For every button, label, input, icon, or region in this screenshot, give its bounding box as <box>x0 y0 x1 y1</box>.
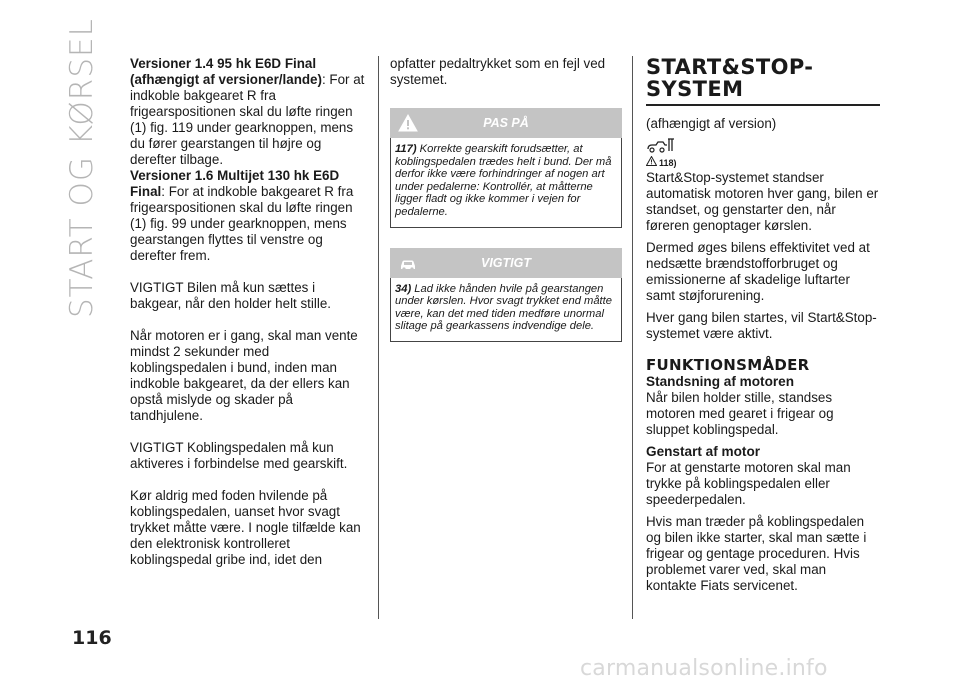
watermark: carmanualsonline.info <box>580 656 828 681</box>
start-stop-icon <box>646 136 676 154</box>
heading-rule <box>646 104 880 106</box>
warning-box-title: PAS PÅ <box>483 116 529 130</box>
subheading-engine-stop: Standsning af motoren <box>646 374 795 389</box>
warning-box-ref: 117) <box>395 143 417 155</box>
column-divider-2 <box>632 56 633 619</box>
warning-box <box>390 108 622 228</box>
warning-triangle-icon <box>398 113 418 133</box>
important-box-text: Lad ikke hånden hvile på gearstangen under kørslen. Hvor svagt trykket end måtte være, kan det med tiden medføre unormal slitage på gearkassens indvendige dele. <box>395 282 612 333</box>
paragraph-start-stop-intro: Start&Stop-systemet standser automatisk motoren hver gang, bilen er standset, og genstarter den, når føreren genoptager kørslen. <box>646 170 879 233</box>
paragraph-wait-before-reverse: Når motoren er i gang, skal man vente mindst 2 sekunder med koblingspedalen i bund, inden man indkoble bakgearet, da der ellers kan opstå mislyde og skader på tandhjulene. <box>130 328 358 423</box>
section-heading-modes: FUNKTIONSMÅDER <box>646 356 810 374</box>
car-damage-icon <box>398 253 418 273</box>
warning-ref: 118) <box>659 158 677 168</box>
subheading-engine-restart: Genstart af motor <box>646 444 761 459</box>
paragraph-efficiency: Dermed øges bilens effektivitet ved at nedsætte brændstofforbruget og emissionerne af skadelige luftarter samt støjforurening. <box>646 240 870 303</box>
warning-box-header <box>390 108 622 138</box>
important-box <box>390 248 622 342</box>
page-number: 116 <box>72 627 112 649</box>
important-box-ref: 34) <box>395 282 412 295</box>
version-text-1-4: : For at indkoble bakgearet R fra frigearspositionen skal du løfte ringen (1) fig. 119 under gearknoppen, mens du fører gearstangen til højre og derefter tilbage. <box>130 72 365 167</box>
note-clutch-only-for-shifting: VIGTIGT Koblingspedalen må kun aktiveres i forbindelse med gearskift. <box>130 440 348 471</box>
important-box-body <box>390 278 622 342</box>
paragraph-foot-on-clutch: Kør aldrig med foden hvilende på koblingspedalen, uanset hvor svagt trykket måtte være. I nogle tilfælde kan den elektronisk kontrolleret koblingspedal gribe ind, idet den <box>130 488 361 567</box>
paragraph-engine-stop: Når bilen holder stille, standses motoren med gearet i frigear og sluppet koblingspedal. <box>646 390 834 437</box>
column-divider-1 <box>378 56 379 619</box>
paragraph-engine-restart: For at genstarte motoren skal man trykke på koblingspedalen eller speederpedalen. <box>646 460 851 507</box>
warning-box-text: Korrekte gearskift forudsætter, at koblingspedalen trædes helt i bund. Der må derfor ikke være forhindringer af nogen art under pedalerne: Kontrollér, at måtterne ligger fladt og ikke kommer i vejen for pedalerne. <box>395 143 612 218</box>
note-reverse-only-when-stopped: VIGTIGT Bilen må kun sættes i bakgear, når den holder helt stille. <box>130 280 331 311</box>
section-heading-start-stop: START&STOP-SYSTEM <box>646 55 814 101</box>
version-qualifier: (afhængigt af version) <box>646 116 777 131</box>
paragraph-reverse-gear-1-6 <box>130 168 368 264</box>
paragraph-troubleshooting: Hvis man træder på koblingspedalen og bilen ikke starter, skal man sætte i frigear og gentage proceduren. Hvis problemet varer ved, skal man kontakte Fiats servicenet. <box>646 514 867 593</box>
column-2 <box>390 56 622 342</box>
important-box-header <box>390 248 622 278</box>
column-3 <box>646 56 880 594</box>
section-side-title: START OG KØRSEL <box>64 18 100 318</box>
paragraph-reverse-gear-1-4 <box>130 56 368 168</box>
column-1 <box>130 56 368 568</box>
warning-box-body <box>390 138 622 228</box>
important-box-title: VIGTIGT <box>481 255 531 270</box>
paragraph-continuation: opfatter pedaltrykket som en fejl ved systemet. <box>390 56 606 87</box>
paragraph-always-active: Hver gang bilen startes, vil Start&Stop-systemet være aktivt. <box>646 310 877 341</box>
version-heading-1-4: Versioner 1.4 95 hk E6D Final (afhængigt af versioner/lande) <box>130 56 322 87</box>
version-text-1-6: : For at indkoble bakgearet R fra frigearspositionen skal du løfte ringen (1) fig. 99 under gearknoppen, mens gearstangen flyttes til venstre og derefter frem. <box>130 184 354 263</box>
warning-small-icon <box>646 156 657 166</box>
version-heading-1-6: Versioner 1.6 Multijet 130 hk E6D Final <box>130 168 340 199</box>
start-stop-icon-row <box>646 136 880 170</box>
